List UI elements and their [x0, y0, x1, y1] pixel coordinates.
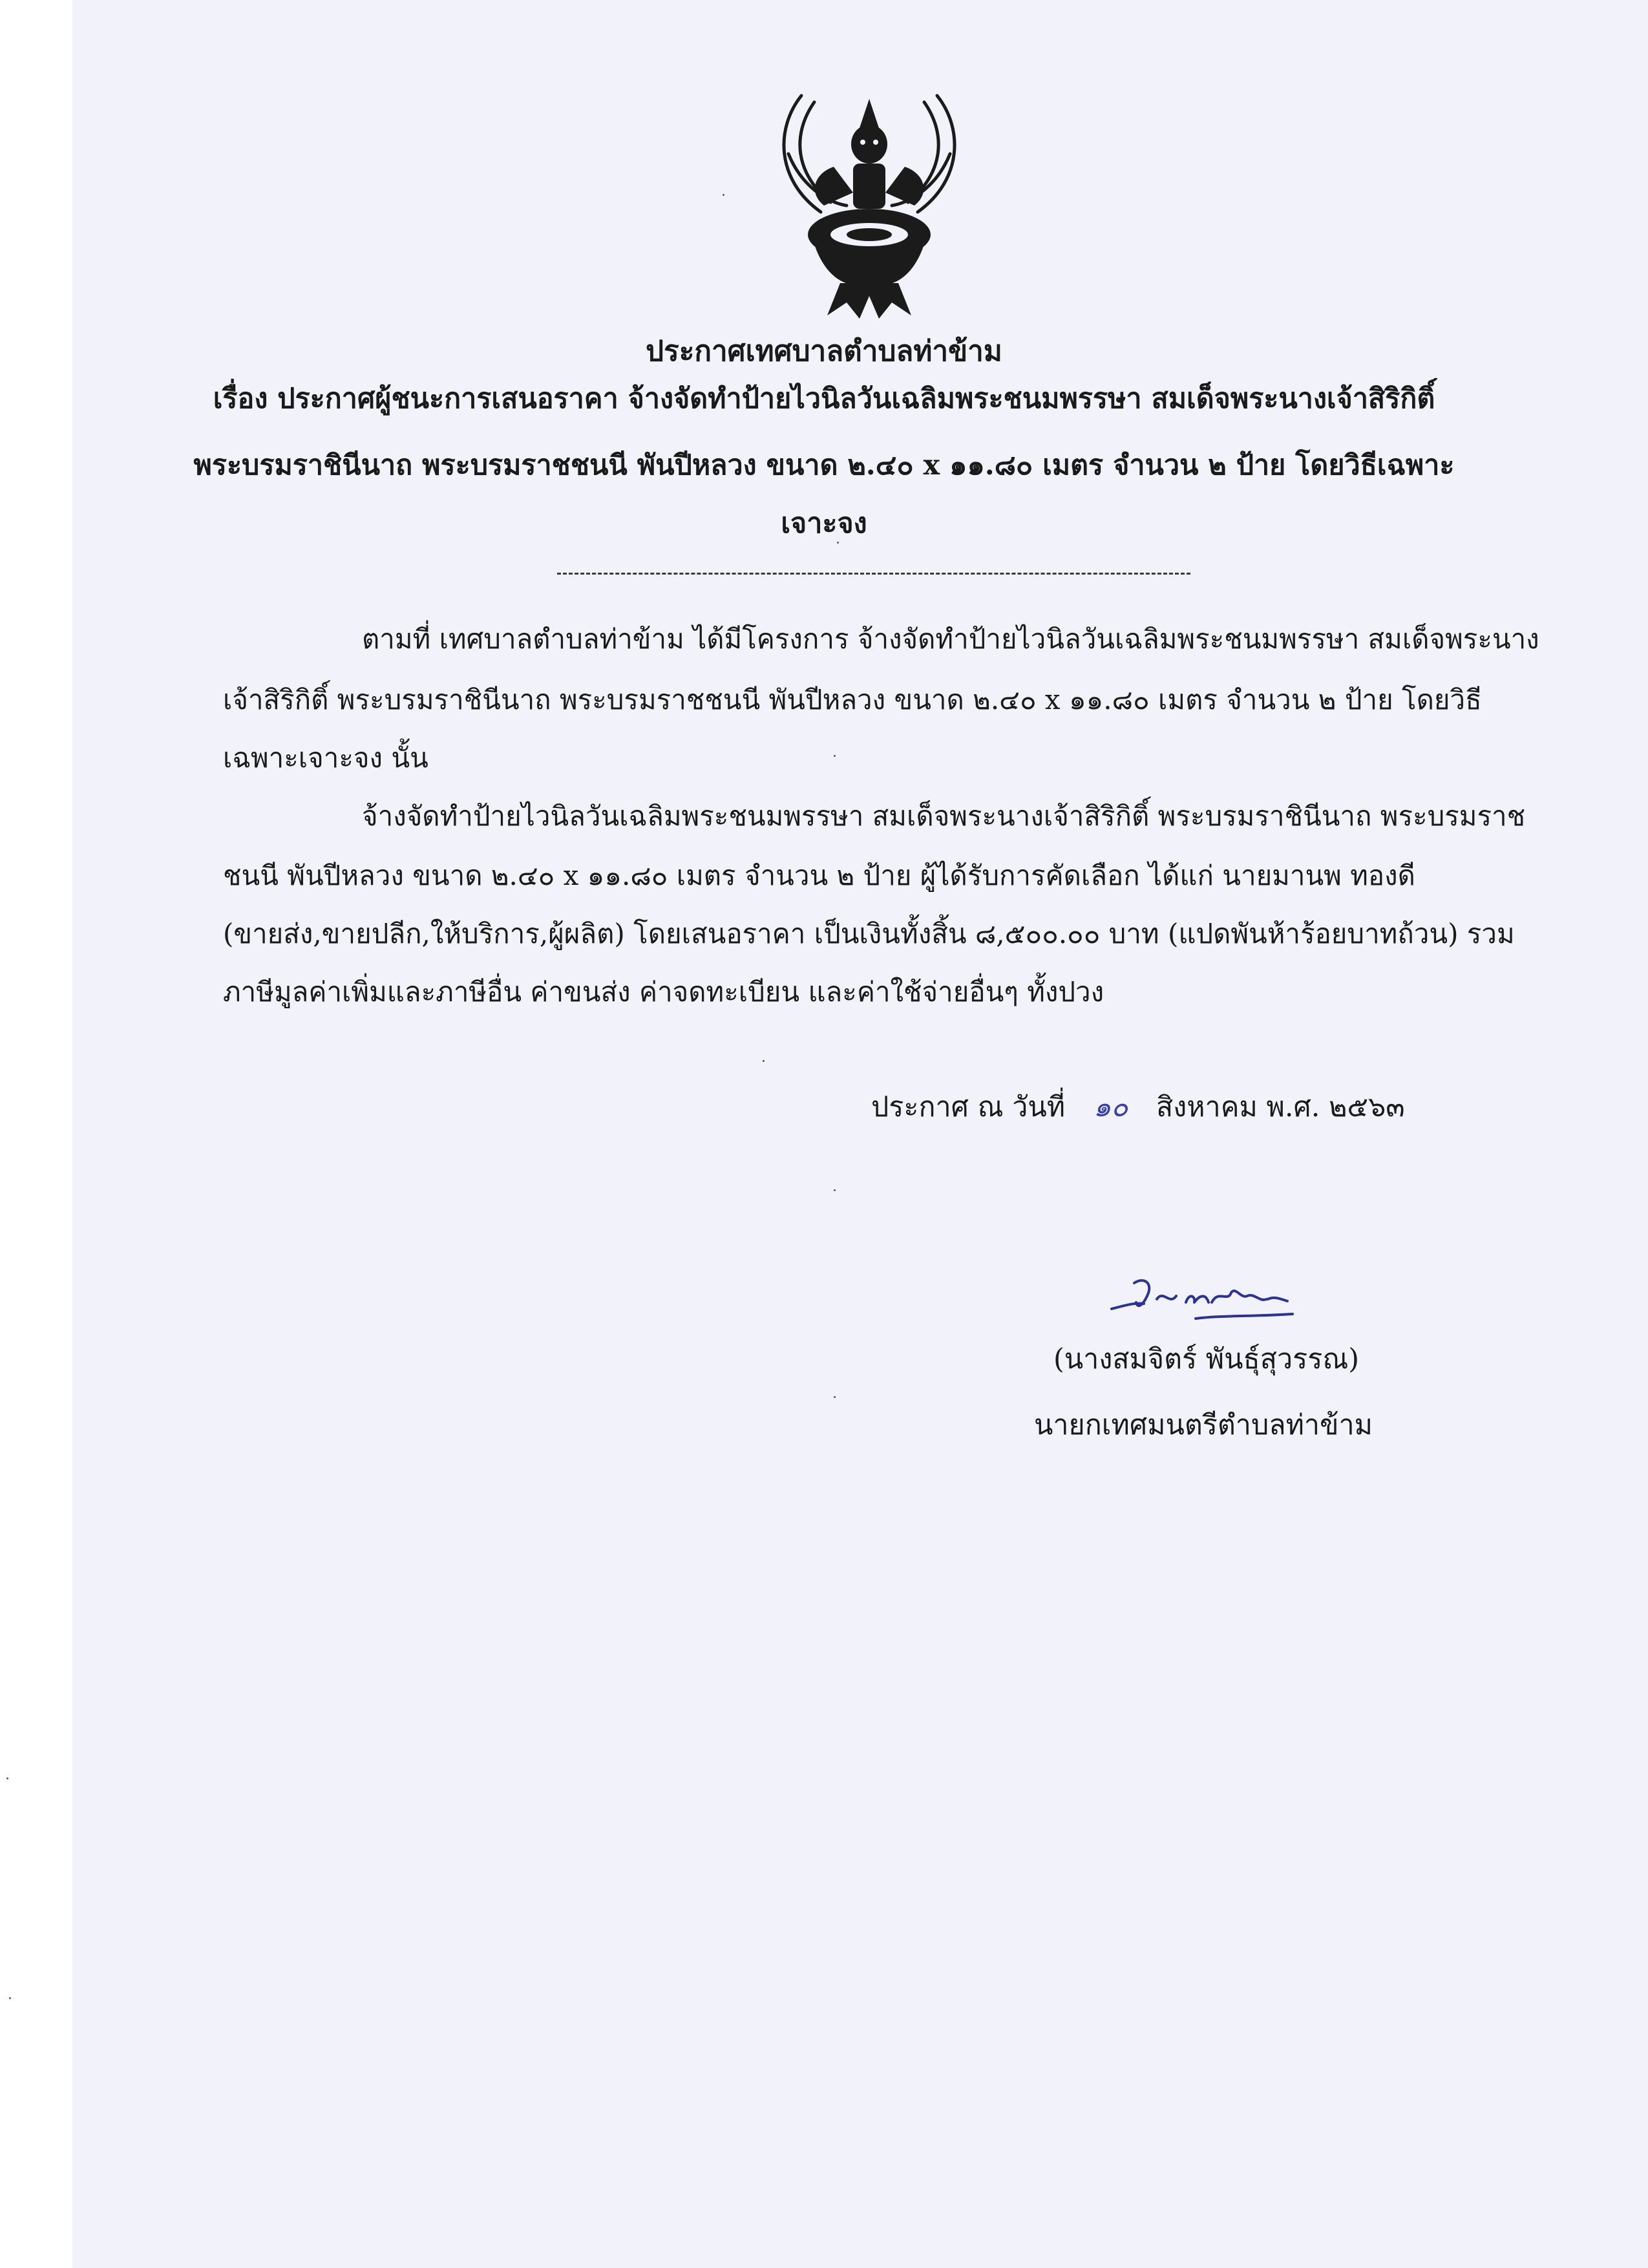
scan-speck	[723, 194, 724, 196]
section-divider	[557, 573, 1190, 575]
announcement-month-year: สิงหาคม พ.ศ. ๒๕๖๓	[1156, 1091, 1405, 1123]
announcement-day: ๑๐	[1093, 1091, 1128, 1123]
paragraph-2-line-3: (ขายส่ง,ขายปลีก,ให้บริการ,ผู้ผลิต) โดยเสนอราคา เป็นเงินทั้งสิ้น ๘,๕๐๐.๐๐ บาท (แปดพันห้าร้อยบาทถ้วน) รวม	[223, 918, 1515, 949]
paragraph-1-line-3: เฉพาะเจาะจง นั้น	[223, 742, 428, 774]
paragraph-2-line-2: ชนนี พันปีหลวง ขนาด ๒.๔๐ x ๑๑.๘๐ เมตร จำนวน ๒ ป้าย ผู้ได้รับการคัดเลือก ได้แก่ นายมานพ ทองดี	[223, 860, 1415, 891]
subject-line-1: เรื่อง ประกาศผู้ชนะการเสนอราคา จ้างจัดทำป้ายไวนิลวันเฉลิมพระชนมพรรษา สมเด็จพระนางเจ้าสิริกิติ์	[213, 383, 1435, 415]
garuda-emblem-icon	[763, 89, 976, 322]
scan-speck	[837, 542, 839, 544]
scan-speck	[834, 1396, 836, 1398]
scan-speck	[834, 1189, 836, 1191]
handwritten-signature-icon	[1099, 1264, 1305, 1335]
scan-speck	[834, 755, 836, 757]
signer-name: (นางสมจิตร์ พันธุ์สุวรรณ)	[1053, 1343, 1360, 1375]
signer-position: นายกเทศมนตรีตำบลท่าข้าม	[1034, 1409, 1373, 1441]
scan-speck	[9, 1997, 11, 1999]
document-title: ประกาศเทศบาลตำบลท่าข้าม	[646, 335, 1002, 368]
paragraph-2-line-1: จ้างจัดทำป้ายไวนิลวันเฉลิมพระชนมพรรษา สมเด็จพระนางเจ้าสิริกิติ์ พระบรมราชินีนาถ พระบรมราช	[362, 800, 1526, 832]
announcement-prefix: ประกาศ ณ วันที่	[871, 1091, 1066, 1123]
paragraph-2-line-4: ภาษีมูลค่าเพิ่มและภาษีอื่น ค่าขนส่ง ค่าจดทะเบียน และค่าใช้จ่ายอื่นๆ ทั้งปวง	[223, 976, 1104, 1008]
scan-speck	[6, 1777, 8, 1779]
announcement-date	[871, 1085, 1405, 1129]
paragraph-1-line-1: ตามที่ เทศบาลตำบลท่าข้าม ได้มีโครงการ จ้างจัดทำป้ายไวนิลวันเฉลิมพระชนมพรรษา สมเด็จพระนาง	[362, 623, 1539, 655]
scan-speck	[763, 1060, 765, 1062]
subject-line-2: พระบรมราชินีนาถ พระบรมราชชนนี พันปีหลวง ขนาด ๒.๔๐ x ๑๑.๘๐ เมตร จำนวน ๒ ป้าย โดยวิธีเฉพาะ	[193, 449, 1455, 482]
subject-line-3: เจาะจง	[781, 507, 867, 540]
paragraph-1-line-2: เจ้าสิริกิติ์ พระบรมราชินีนาถ พระบรมราชชนนี พันปีหลวง ขนาด ๒.๔๐ x ๑๑.๘๐ เมตร จำนวน ๒ ป้าย โดยวิธี	[223, 684, 1482, 715]
